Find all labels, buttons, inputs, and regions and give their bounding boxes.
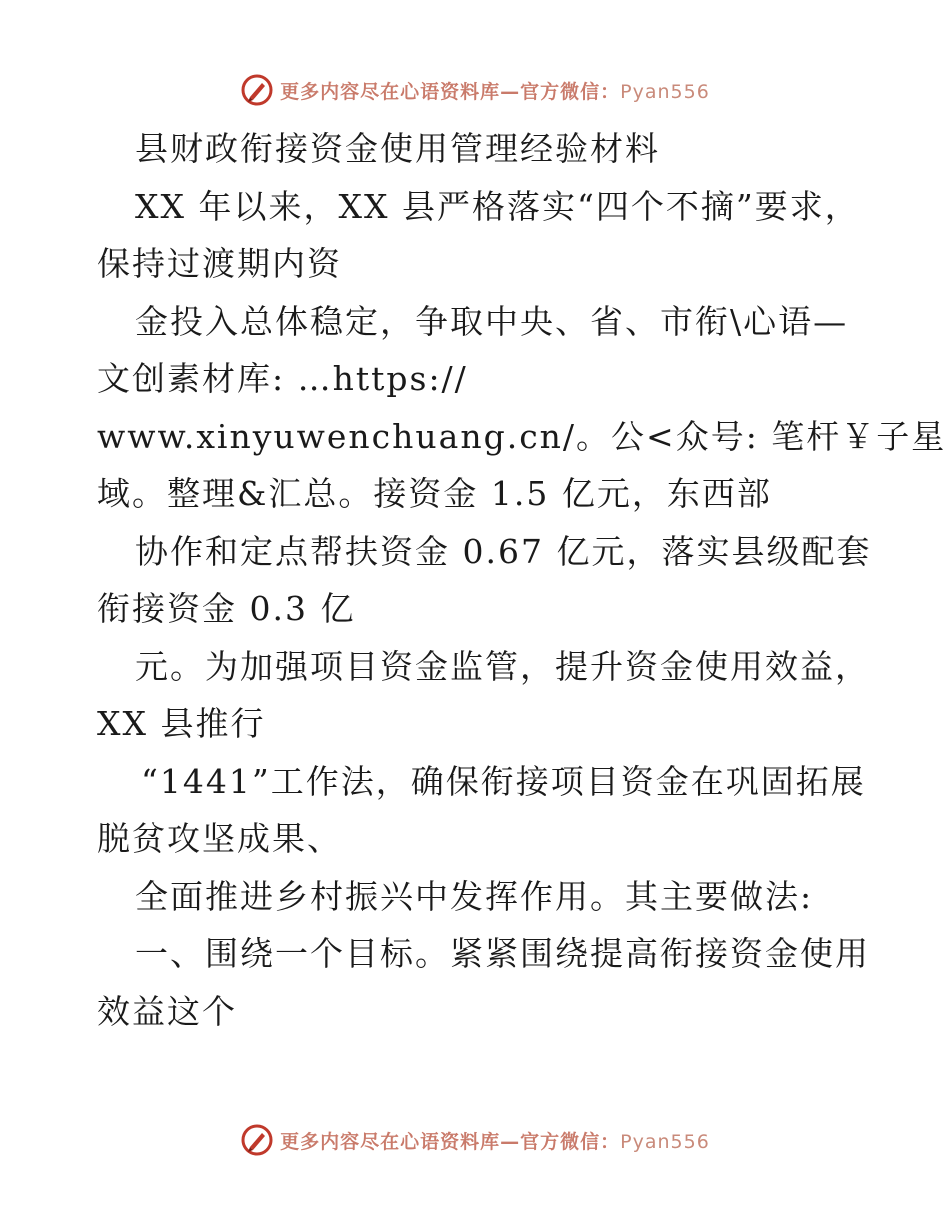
watermark-text: 更多内容尽在心语资料库—官方微信：Pyan556 (280, 1130, 710, 1153)
paragraph-line: 效益这个 (97, 991, 237, 1031)
document-body (97, 120, 947, 1040)
paragraph-line: XX 县推行 (97, 704, 266, 743)
paragraph-line: 脱贫攻坚成果、 (97, 819, 342, 858)
paragraph-line: “1441”工作法，确保衔接项目资金在巩固拓展 (141, 761, 866, 801)
pen-logo-icon (240, 1123, 274, 1157)
footer-watermark (0, 1120, 950, 1160)
paragraph-line: 元。为加强项目资金监管，提升资金使用效益， (135, 646, 870, 686)
watermark-text: 更多内容尽在心语资料库—官方微信：Pyan556 (280, 80, 710, 103)
paragraph-line: 文创素材库: …https:// (97, 359, 468, 398)
pen-logo-icon (240, 73, 274, 107)
paragraph-line: 衔接资金 0.3 亿 (97, 589, 356, 628)
paragraph-line: 保持过渡期内资 (97, 244, 342, 283)
watermark-handle: Pyan556 (620, 1130, 710, 1153)
document-title: 县财政衔接资金使用管理经验材料 (135, 129, 660, 168)
paragraph-line: 全面推进乡村振兴中发挥作用。其主要做法: (135, 876, 814, 916)
paragraph-line: www.xinyuwenchuang.cn/。公<众号: 笔杆￥子星 (97, 416, 947, 456)
paragraph-line: 一、围绕一个目标。紧紧围绕提高衔接资金使用 (135, 934, 870, 973)
watermark-handle: Pyan556 (620, 80, 710, 103)
paragraph-line: XX 年以来，XX 县严格落实“四个不摘”要求， (135, 186, 860, 226)
header-watermark (0, 70, 950, 110)
paragraph-line: 金投入总体稳定，争取中央、省、市衔\心语— (135, 301, 849, 341)
paragraph-line: 协作和定点帮扶资金 0.67 亿元，落实县级配套 (135, 531, 872, 571)
paragraph-line: 域。整理&汇总。接资金 1.5 亿元，东西部 (97, 474, 772, 513)
